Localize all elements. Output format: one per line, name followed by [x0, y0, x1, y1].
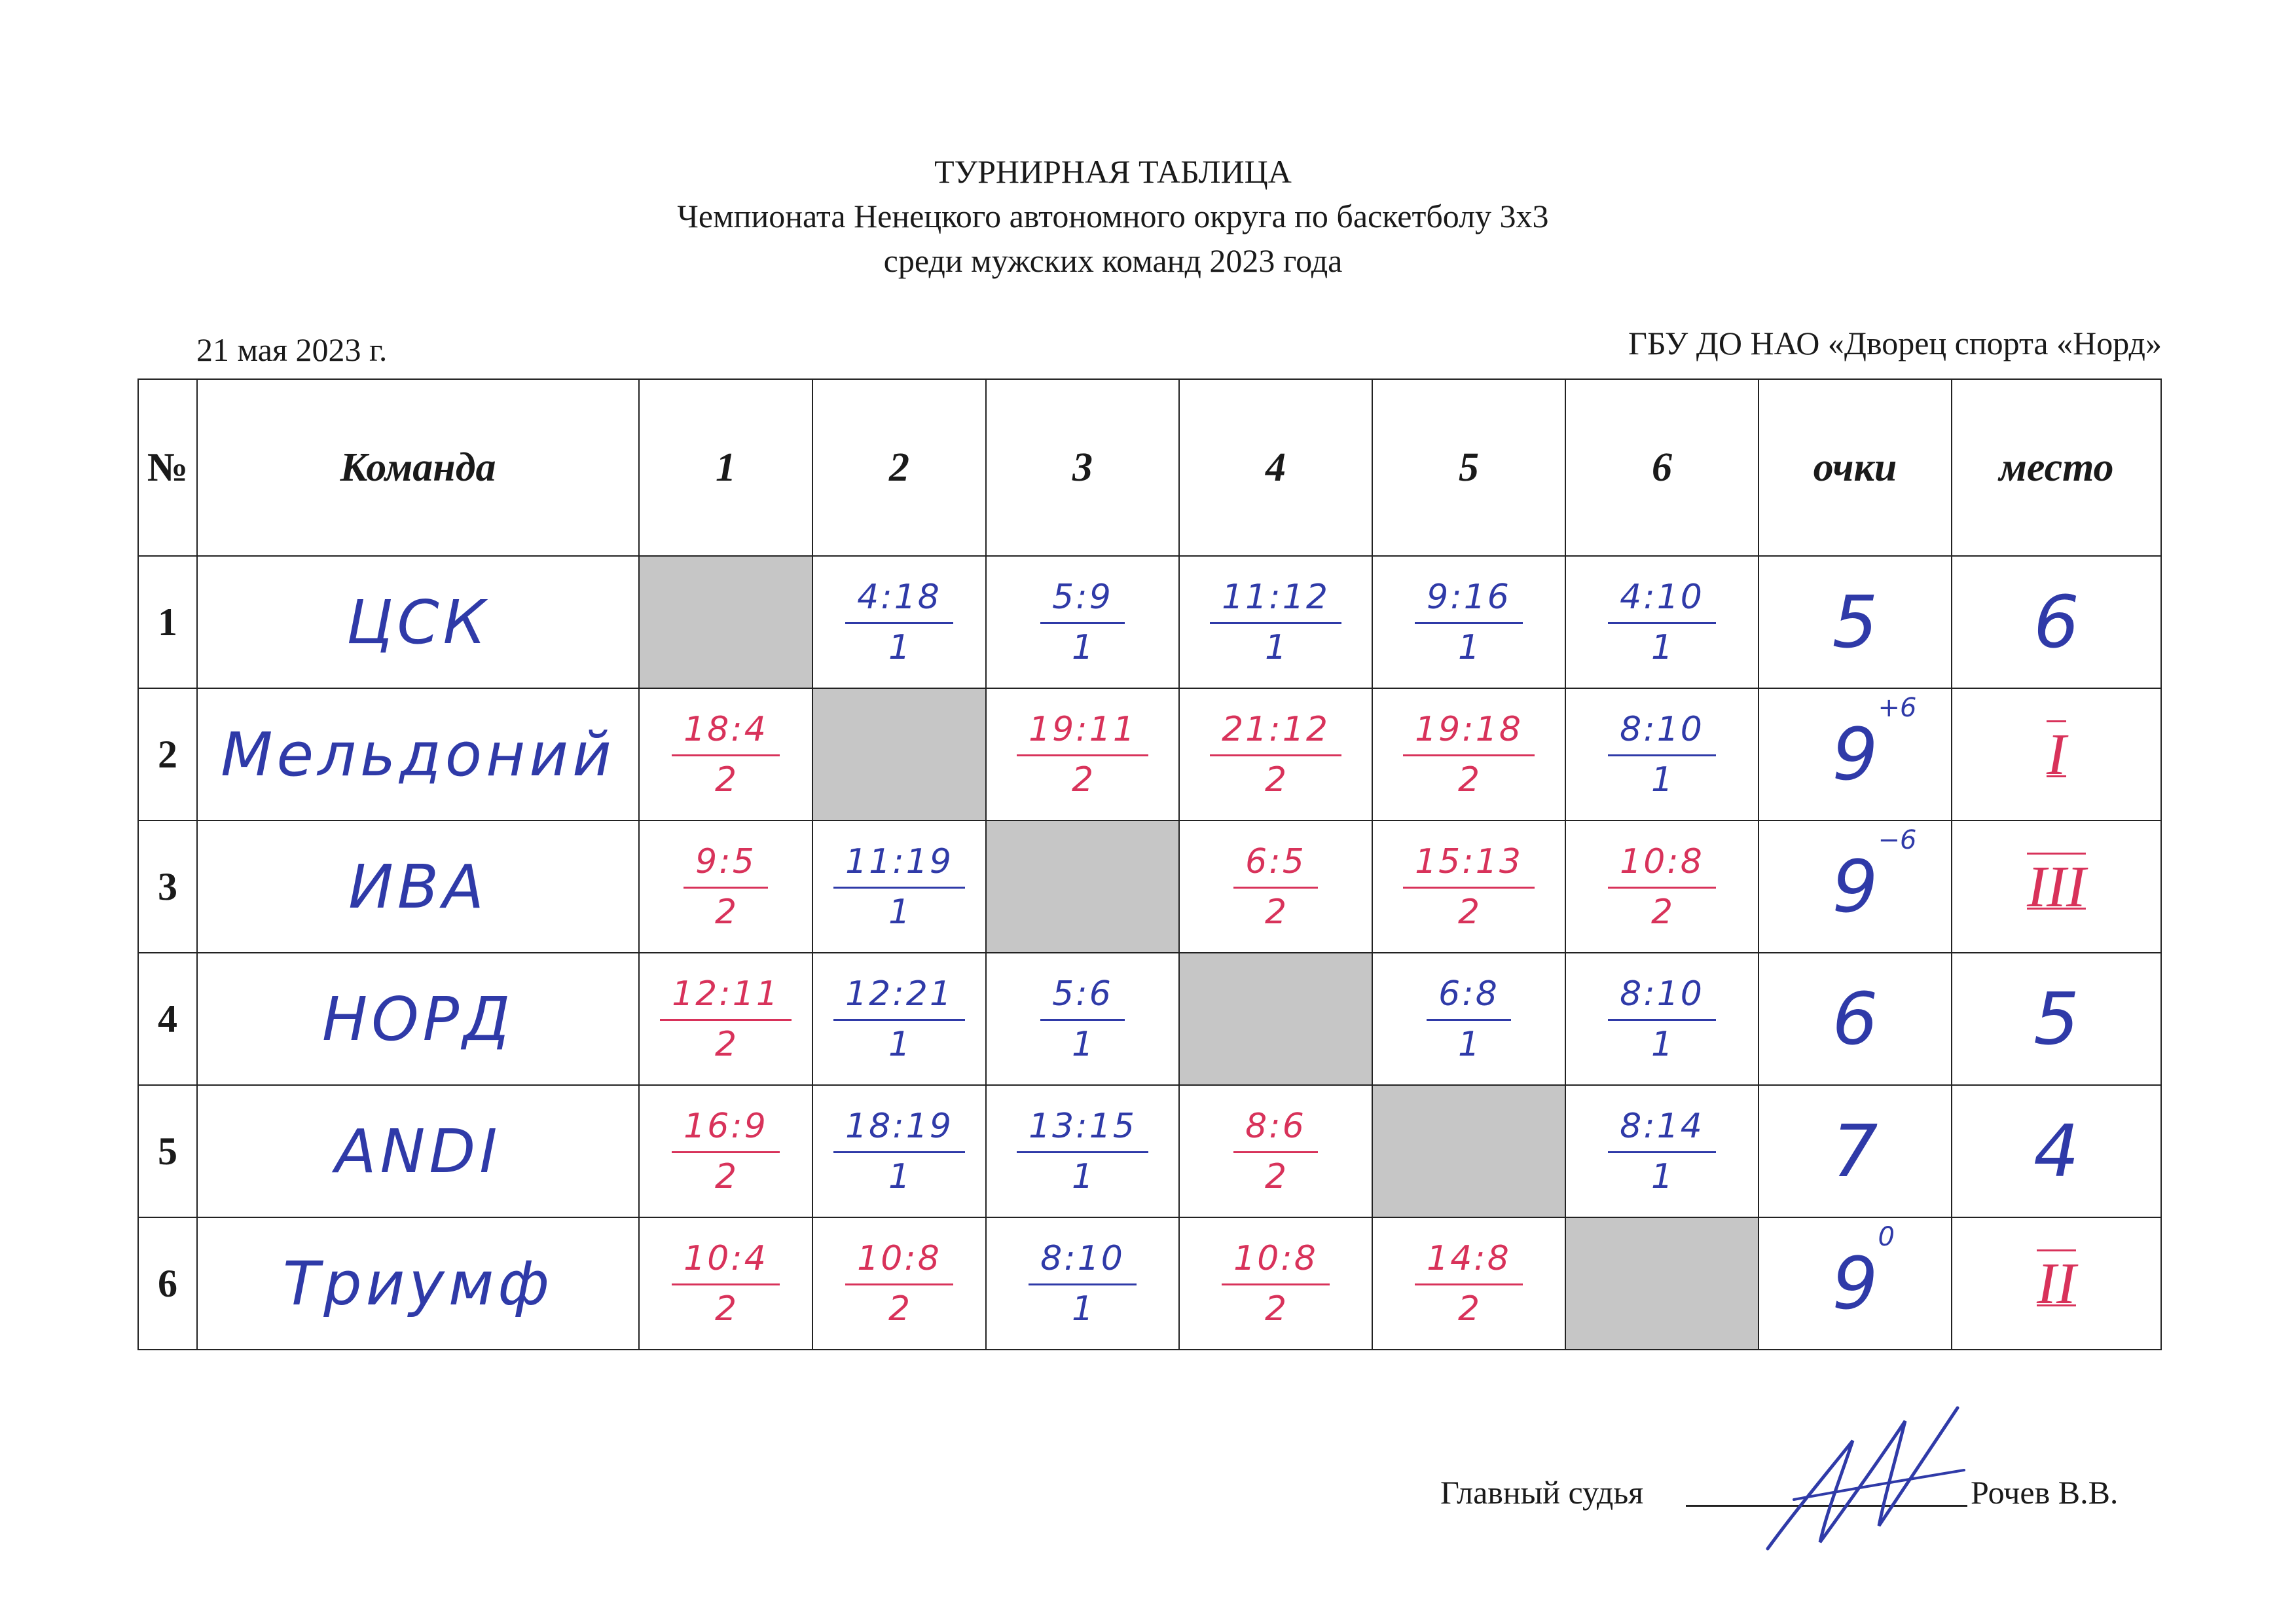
- match-points: 2: [714, 1156, 737, 1196]
- total-points-value: 7: [1832, 1109, 1878, 1193]
- match-result: [1415, 577, 1523, 667]
- match-points: 1: [1071, 1024, 1094, 1064]
- match-result: [683, 841, 768, 932]
- header-team: Команда: [197, 379, 639, 556]
- diagonal-cell: [639, 556, 812, 688]
- match-result: [1233, 841, 1318, 932]
- total-points-value: 9: [1832, 1242, 1878, 1325]
- match-score: 19:11: [1017, 712, 1148, 756]
- diagonal-cell: [1372, 1085, 1565, 1217]
- match-points: 1: [1071, 1156, 1094, 1196]
- match-points: 1: [1071, 627, 1094, 667]
- match-score: 21:12: [1210, 712, 1341, 756]
- match-points: 1: [888, 627, 911, 667]
- match-score: 6:5: [1233, 845, 1318, 889]
- match-result: [1040, 577, 1125, 667]
- points-cell: [1758, 1085, 1952, 1217]
- match-score: 15:13: [1403, 845, 1535, 889]
- match-result: [1427, 974, 1511, 1064]
- match-result: [1233, 1106, 1318, 1196]
- result-cell: [1179, 1217, 1372, 1350]
- result-cell: [1179, 821, 1372, 953]
- match-score: 12:11: [660, 977, 792, 1021]
- table-row: [138, 1217, 2161, 1350]
- header-place: место: [1952, 379, 2161, 556]
- diagonal-cell: [986, 821, 1179, 953]
- result-cell: [1372, 1217, 1565, 1350]
- match-points: 1: [1071, 1289, 1094, 1329]
- match-score: 8:6: [1233, 1109, 1318, 1153]
- match-score: 10:4: [672, 1242, 780, 1285]
- total-points-value: 5: [1832, 580, 1878, 664]
- result-cell: [812, 821, 986, 953]
- match-points: 1: [1650, 627, 1673, 667]
- match-result: [845, 577, 953, 667]
- match-result: [1403, 709, 1535, 800]
- match-points: 1: [888, 1024, 911, 1064]
- match-result: [1403, 841, 1535, 932]
- team-name: ЦСК: [197, 556, 639, 688]
- match-points: 1: [1650, 760, 1673, 800]
- match-result: [1210, 577, 1341, 667]
- tiebreak-note: +6: [1878, 693, 1917, 723]
- result-cell: [639, 821, 812, 953]
- header-col-3: 3: [986, 379, 1179, 556]
- match-result: [833, 841, 965, 932]
- match-points: 2: [1264, 892, 1287, 932]
- place-cell: [1952, 1217, 2161, 1350]
- tiebreak-note: 0: [1878, 1222, 1895, 1252]
- match-result: [1608, 709, 1716, 800]
- match-points: 1: [888, 1156, 911, 1196]
- total-points-value: 9: [1832, 712, 1878, 796]
- match-result: [1222, 1238, 1330, 1329]
- judge-signature: [1755, 1401, 1971, 1559]
- match-result: [672, 1238, 780, 1329]
- match-result: [1608, 577, 1716, 667]
- match-result: [1040, 974, 1125, 1064]
- match-score: 11:19: [833, 845, 965, 889]
- header-no: №: [138, 379, 197, 556]
- diagonal-cell: [1179, 953, 1372, 1085]
- header-col-5: 5: [1372, 379, 1565, 556]
- match-score: 8:14: [1608, 1109, 1716, 1153]
- match-result: [833, 974, 965, 1064]
- match-points: 2: [1457, 892, 1480, 932]
- document-date: 21 мая 2023 г.: [196, 331, 388, 368]
- match-score: 8:10: [1608, 712, 1716, 756]
- result-cell: [1179, 688, 1372, 821]
- team-name: ИВА: [197, 821, 639, 953]
- result-cell: [1372, 953, 1565, 1085]
- result-cell: [639, 953, 812, 1085]
- match-result: [1029, 1238, 1137, 1329]
- total-points: [1832, 825, 1917, 929]
- match-result: [1608, 974, 1716, 1064]
- result-cell: [986, 1217, 1179, 1350]
- match-points: 2: [1264, 1289, 1287, 1329]
- result-cell: [1565, 1085, 1758, 1217]
- match-score: 16:9: [672, 1109, 780, 1153]
- match-score: 10:8: [845, 1242, 953, 1285]
- result-cell: [986, 688, 1179, 821]
- result-cell: [1565, 953, 1758, 1085]
- result-cell: [812, 1217, 986, 1350]
- final-place: 5: [2033, 977, 2079, 1061]
- match-points: 2: [1457, 760, 1480, 800]
- row-number: 3: [138, 821, 197, 953]
- points-cell: [1758, 556, 1952, 688]
- total-points: [1832, 580, 1878, 664]
- total-points: [1832, 1222, 1895, 1325]
- match-points: 2: [1264, 760, 1287, 800]
- document-title: ТУРНИРНАЯ ТАБЛИЦА: [934, 153, 1292, 190]
- match-points: 1: [1650, 1024, 1673, 1064]
- result-cell: [1565, 821, 1758, 953]
- match-score: 4:10: [1608, 580, 1716, 624]
- result-cell: [812, 556, 986, 688]
- match-points: 2: [714, 760, 737, 800]
- document-subtitle: Чемпионата Ненецкого автономного округа по баскетболу 3х3: [677, 198, 1549, 234]
- result-cell: [1565, 556, 1758, 688]
- match-points: 2: [714, 892, 737, 932]
- match-score: 5:6: [1040, 977, 1125, 1021]
- table-row: [138, 1085, 2161, 1217]
- match-score: 9:5: [683, 845, 768, 889]
- total-points-value: 9: [1832, 845, 1878, 929]
- match-result: [1017, 709, 1148, 800]
- result-cell: [986, 953, 1179, 1085]
- total-points: [1832, 693, 1917, 796]
- match-score: 12:21: [833, 977, 965, 1021]
- total-points: [1832, 1109, 1878, 1193]
- match-points: 2: [1457, 1289, 1480, 1329]
- points-cell: [1758, 821, 1952, 953]
- points-cell: [1758, 688, 1952, 821]
- final-place: III: [2027, 854, 2086, 919]
- match-score: 18:4: [672, 712, 780, 756]
- match-points: 2: [888, 1289, 911, 1329]
- place-cell: [1952, 953, 2161, 1085]
- team-name: Мельдоний: [197, 688, 639, 821]
- match-score: 9:16: [1415, 580, 1523, 624]
- table-row: [138, 953, 2161, 1085]
- chief-judge-name: Рочев В.В.: [1971, 1474, 2119, 1511]
- match-result: [1608, 841, 1716, 932]
- points-cell: [1758, 1217, 1952, 1350]
- match-points: 2: [1071, 760, 1094, 800]
- match-score: 8:10: [1608, 977, 1716, 1021]
- table-header-row: [138, 379, 2161, 556]
- result-cell: [1372, 556, 1565, 688]
- final-place: 6: [2033, 580, 2079, 664]
- match-score: 6:8: [1427, 977, 1511, 1021]
- team-name: Триумф: [197, 1217, 639, 1350]
- match-score: 11:12: [1210, 580, 1341, 624]
- final-place: I: [2047, 722, 2066, 787]
- document-header: [0, 149, 2226, 283]
- header-col-6: 6: [1565, 379, 1758, 556]
- match-score: 5:9: [1040, 580, 1125, 624]
- match-score: 13:15: [1017, 1109, 1148, 1153]
- diagonal-cell: [812, 688, 986, 821]
- match-points: 1: [888, 892, 911, 932]
- match-points: 2: [1650, 892, 1673, 932]
- result-cell: [1565, 688, 1758, 821]
- team-name: НОРД: [197, 953, 639, 1085]
- result-cell: [639, 1085, 812, 1217]
- match-score: 14:8: [1415, 1242, 1523, 1285]
- match-points: 1: [1457, 1024, 1480, 1064]
- result-cell: [812, 953, 986, 1085]
- result-cell: [1179, 1085, 1372, 1217]
- total-points: [1832, 977, 1878, 1061]
- match-points: 2: [714, 1024, 737, 1064]
- tiebreak-note: −6: [1878, 825, 1917, 855]
- team-name: ANDI: [197, 1085, 639, 1217]
- match-score: 19:18: [1403, 712, 1535, 756]
- table-row: [138, 821, 2161, 953]
- final-place: II: [2037, 1251, 2076, 1316]
- chief-judge-label: Главный судья: [1440, 1474, 1644, 1511]
- result-cell: [1372, 688, 1565, 821]
- row-number: 5: [138, 1085, 197, 1217]
- final-place: 4: [2033, 1109, 2079, 1193]
- match-result: [1415, 1238, 1523, 1329]
- row-number: 1: [138, 556, 197, 688]
- match-score: 8:10: [1029, 1242, 1137, 1285]
- match-result: [660, 974, 792, 1064]
- diagonal-cell: [1565, 1217, 1758, 1350]
- match-score: 18:19: [833, 1109, 965, 1153]
- row-number: 2: [138, 688, 197, 821]
- match-result: [672, 709, 780, 800]
- match-result: [1017, 1106, 1148, 1196]
- result-cell: [1372, 821, 1565, 953]
- match-score: 10:8: [1608, 845, 1716, 889]
- result-cell: [986, 556, 1179, 688]
- match-result: [833, 1106, 965, 1196]
- header-col-1: 1: [639, 379, 812, 556]
- place-cell: [1952, 556, 2161, 688]
- match-score: 4:18: [845, 580, 953, 624]
- result-cell: [639, 688, 812, 821]
- result-cell: [986, 1085, 1179, 1217]
- match-points: 1: [1264, 627, 1287, 667]
- total-points-value: 6: [1832, 977, 1878, 1061]
- header-points: очки: [1758, 379, 1952, 556]
- place-cell: [1952, 1085, 2161, 1217]
- match-points: 1: [1650, 1156, 1673, 1196]
- document-subtitle-2: среди мужских команд 2023 года: [883, 242, 1343, 279]
- table-row: [138, 556, 2161, 688]
- standings-table: [137, 378, 2162, 1350]
- place-cell: [1952, 821, 2161, 953]
- table-row: [138, 688, 2161, 821]
- row-number: 4: [138, 953, 197, 1085]
- match-points: 1: [1457, 627, 1480, 667]
- header-col-4: 4: [1179, 379, 1372, 556]
- result-cell: [1179, 556, 1372, 688]
- match-result: [672, 1106, 780, 1196]
- result-cell: [639, 1217, 812, 1350]
- match-score: 10:8: [1222, 1242, 1330, 1285]
- match-result: [1608, 1106, 1716, 1196]
- match-result: [1210, 709, 1341, 800]
- points-cell: [1758, 953, 1952, 1085]
- match-points: 2: [714, 1289, 737, 1329]
- result-cell: [812, 1085, 986, 1217]
- match-result: [845, 1238, 953, 1329]
- header-col-2: 2: [812, 379, 986, 556]
- place-cell: [1952, 688, 2161, 821]
- row-number: 6: [138, 1217, 197, 1350]
- document-venue: ГБУ ДО НАО «Дворец спорта «Норд»: [1628, 325, 2162, 361]
- match-points: 2: [1264, 1156, 1287, 1196]
